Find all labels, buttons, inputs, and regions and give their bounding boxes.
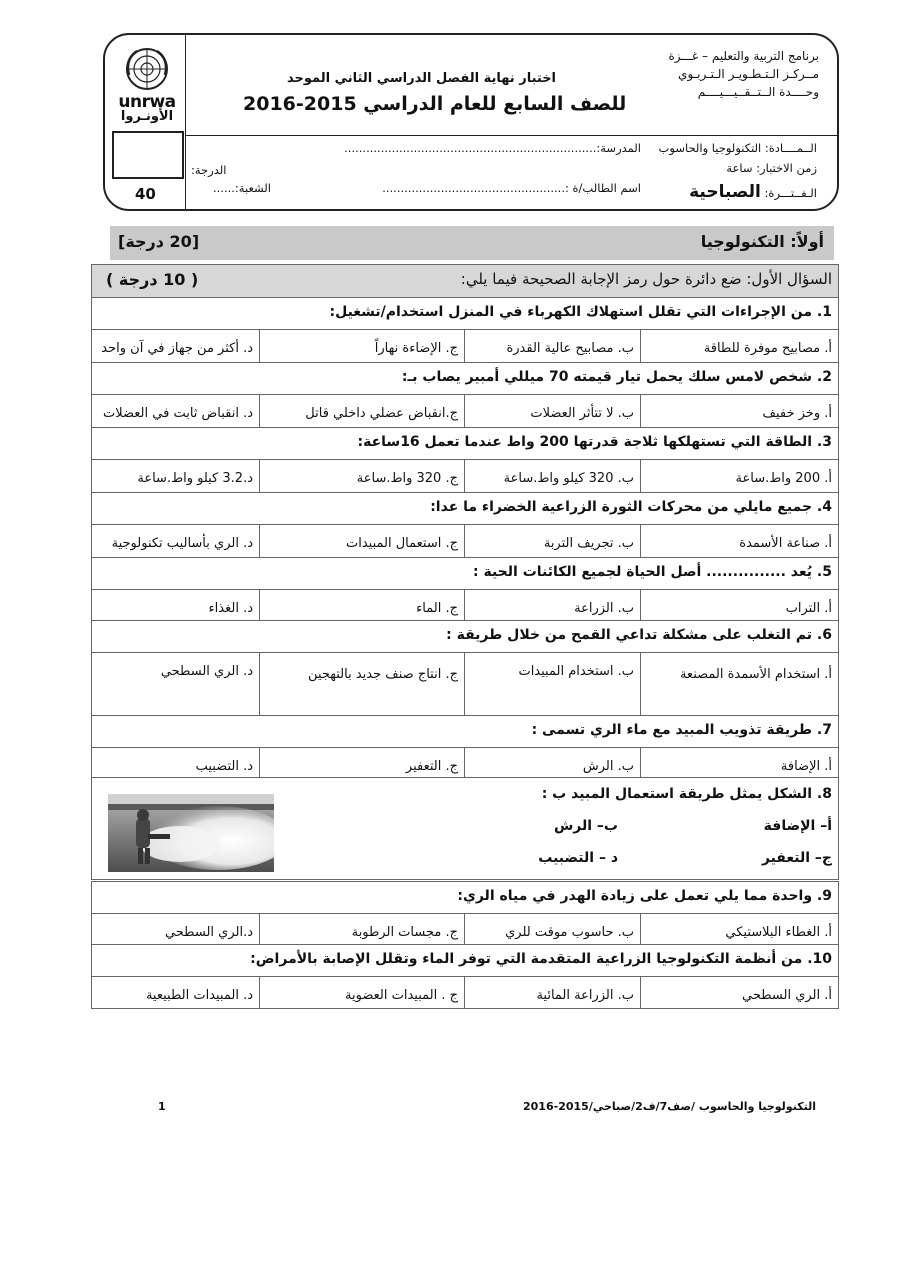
fogging-photo bbox=[108, 794, 274, 872]
question-stem bbox=[91, 715, 839, 748]
options-row bbox=[91, 459, 839, 493]
options-row bbox=[91, 747, 839, 778]
option-c[interactable]: ج. الإضاءة نهاراً bbox=[259, 330, 464, 362]
option-b[interactable]: ب. الرش bbox=[464, 748, 640, 777]
un-emblem-icon bbox=[123, 45, 171, 93]
option-b[interactable]: ب. الزراعة المائية bbox=[464, 977, 640, 1008]
header-divider bbox=[185, 35, 186, 209]
option-b[interactable]: ب. الزراعة bbox=[464, 590, 640, 620]
option-a[interactable]: أ. الغطاء البلاستيكي bbox=[640, 914, 838, 944]
question-stem bbox=[91, 620, 839, 653]
section-field[interactable]: الشعبة:...... bbox=[213, 181, 271, 195]
option-d[interactable]: د. الغذاء bbox=[208, 601, 253, 616]
subject-field: الــمــــادة: التكنولوجيا والحاسوب bbox=[658, 141, 817, 155]
option-c[interactable]: ج. استعمال المبيدات bbox=[259, 525, 464, 557]
option-d[interactable]: د. الري بأساليب تكنولوجية bbox=[111, 536, 253, 551]
option-d[interactable]: د. أكثر من جهاز في آن واحد bbox=[101, 341, 253, 356]
option-b[interactable]: ب. مصابيح عالية القدرة bbox=[464, 330, 640, 362]
option-c[interactable]: ج. التعفير bbox=[259, 748, 464, 777]
option-d[interactable]: د. الري السطحي bbox=[160, 664, 253, 679]
question-stem bbox=[91, 944, 839, 977]
question-one-text: السؤال الأول: ضع دائرة حول رمز الإجابة الصحيحة فيما يلي: bbox=[460, 270, 832, 288]
question-stem bbox=[91, 297, 839, 330]
option-d[interactable]: د. المبيدات الطبيعية bbox=[145, 988, 253, 1003]
stem-text: 2. شخص لامس سلك يحمل تيار قيمته 70 ميللي أمبير يصاب بـ: bbox=[401, 369, 832, 385]
options-row bbox=[91, 652, 839, 716]
option-a[interactable]: أ. الري السطحي bbox=[640, 977, 838, 1008]
option-c[interactable]: ج. مجسات الرطوبة bbox=[259, 914, 464, 944]
period-field bbox=[689, 182, 817, 202]
stem-text: 7. طريقة تذويب المبيد مع ماء الري تسمى : bbox=[531, 722, 832, 738]
period-value: الصباحية bbox=[689, 182, 761, 202]
logo-text-ar: الأونـروا bbox=[120, 109, 174, 124]
school-field[interactable]: المدرسة:..................................................................... bbox=[344, 141, 641, 155]
option-d[interactable]: د.الري السطحي bbox=[164, 925, 253, 940]
period-label: الـفــتـــرة: bbox=[764, 186, 817, 200]
option-c[interactable]: ج. 320 واط.ساعة bbox=[259, 460, 464, 492]
option-b[interactable]: ب. استخدام المبيدات bbox=[464, 653, 640, 715]
option-a[interactable]: أ. الإضافة bbox=[640, 748, 838, 777]
exam-header bbox=[103, 33, 839, 211]
option-b[interactable]: ب– الرش bbox=[553, 818, 618, 834]
option-b[interactable]: ب. تجريف التربة bbox=[464, 525, 640, 557]
section-marks: [20 درجة] bbox=[118, 232, 200, 251]
options-row bbox=[91, 913, 839, 945]
option-c[interactable]: ج. الماء bbox=[259, 590, 464, 620]
option-b[interactable]: ب. 320 كيلو واط.ساعة bbox=[464, 460, 640, 492]
org-line: وحــــدة الــتــقــيـــيــــم bbox=[697, 85, 819, 99]
question-stem bbox=[91, 881, 839, 914]
grade-year: للصف السابع للعام الدراسي 2015-2016 bbox=[243, 93, 627, 115]
option-a[interactable]: أ. مصابيح موفرة للطاقة bbox=[640, 330, 838, 362]
question-one-header bbox=[91, 264, 839, 298]
student-name-field[interactable]: اسم الطالب/ة :.................................................. bbox=[382, 181, 641, 195]
options-row bbox=[91, 394, 839, 428]
option-d[interactable]: د – التضبيب bbox=[538, 850, 618, 866]
grade-box[interactable] bbox=[112, 131, 184, 179]
logo-text-en: unrwa bbox=[118, 92, 176, 112]
option-b[interactable]: ب. لا تتأثر العضلات bbox=[464, 395, 640, 427]
header-rule bbox=[185, 135, 837, 136]
duration-field: زمن الاختبار: ساعة bbox=[726, 161, 817, 175]
question-stem bbox=[91, 557, 839, 590]
exam-title: اختبار نهاية الفصل الدراسي الثاني الموحد bbox=[287, 71, 557, 86]
option-b[interactable]: ب. حاسوب موقت للري bbox=[464, 914, 640, 944]
options-row bbox=[91, 589, 839, 621]
option-d[interactable]: د. انقباض ثابت في العضلات bbox=[103, 406, 253, 421]
option-a[interactable]: أ. وخز خفيف bbox=[640, 395, 838, 427]
stem-text: 5. يُعد ............... أصل الحياة لجميع الكائنات الحية : bbox=[473, 564, 832, 580]
grade-label: الدرجة: bbox=[191, 163, 227, 177]
option-c[interactable]: ج . المبيدات العضوية bbox=[259, 977, 464, 1008]
option-a[interactable]: أ. 200 واط.ساعة bbox=[640, 460, 838, 492]
footer-reference: التكنولوجيا والحاسوب /صف7/ف2/صباحي/2015-2016 bbox=[522, 1100, 816, 1113]
stem-text: 6. تم التغلب على مشكلة تداعي القمح من خلال طريقة : bbox=[446, 627, 832, 643]
question-stem bbox=[91, 362, 839, 395]
options-row bbox=[91, 329, 839, 363]
options-row bbox=[91, 976, 839, 1009]
question-stem bbox=[91, 427, 839, 460]
page-number: 1 bbox=[158, 1100, 166, 1113]
stem-text: 4. جميع مايلي من محركات الثورة الزراعية الخضراء ما عدا: bbox=[430, 499, 832, 515]
question-stem bbox=[91, 492, 839, 525]
stem-text: 3. الطاقة التي تستهلكها ثلاجة قدرتها 200 واط عندما تعمل 16ساعة: bbox=[357, 434, 832, 450]
org-line: مــركـز الـتـطـويـر الـتـربـوي bbox=[678, 67, 819, 81]
question-8-box bbox=[91, 777, 839, 880]
section-bar bbox=[110, 226, 834, 260]
option-a[interactable]: أ. التراب bbox=[640, 590, 838, 620]
total-marks: 40 bbox=[135, 185, 156, 203]
stem-text: 9. واحدة مما يلي تعمل على زيادة الهدر في مياه الري: bbox=[457, 888, 832, 904]
option-c[interactable]: ج– التعفير bbox=[761, 850, 832, 866]
stem-text: 8. الشكل يمثل طريقة استعمال المبيد ب : bbox=[541, 786, 832, 802]
stem-text: 10. من أنظمة التكنولوجيا الزراعية المتقدمة التي توفر الماء وتقلل الإصابة بالأمراض: bbox=[250, 951, 832, 967]
option-a[interactable]: أ. صناعة الأسمدة bbox=[640, 525, 838, 557]
org-block bbox=[668, 47, 819, 101]
option-c[interactable]: ج. انتاج صنف جديد بالتهجين bbox=[259, 653, 464, 715]
option-a[interactable]: أ– الإضافة bbox=[763, 818, 832, 834]
option-c[interactable]: ج.انقباض عضلي داخلي قاتل bbox=[259, 395, 464, 427]
section-title: أولاً: التكنولوجيا bbox=[700, 232, 824, 251]
option-d[interactable]: د. التضبيب bbox=[195, 759, 253, 774]
option-d[interactable]: د.3.2 كيلو واط.ساعة bbox=[137, 471, 253, 486]
org-line: برنامج التربية والتعليم – غـــزة bbox=[668, 49, 819, 63]
option-a[interactable]: أ. استخدام الأسمدة المصنعة bbox=[640, 653, 838, 715]
options-row bbox=[91, 524, 839, 558]
unrwa-logo bbox=[113, 45, 181, 131]
question-one-marks: ( 10 درجة ) bbox=[106, 270, 199, 289]
stem-text: 1. من الإجراءات التي تقلل استهلاك الكهرباء في المنزل استخدام/تشغيل: bbox=[329, 304, 832, 320]
